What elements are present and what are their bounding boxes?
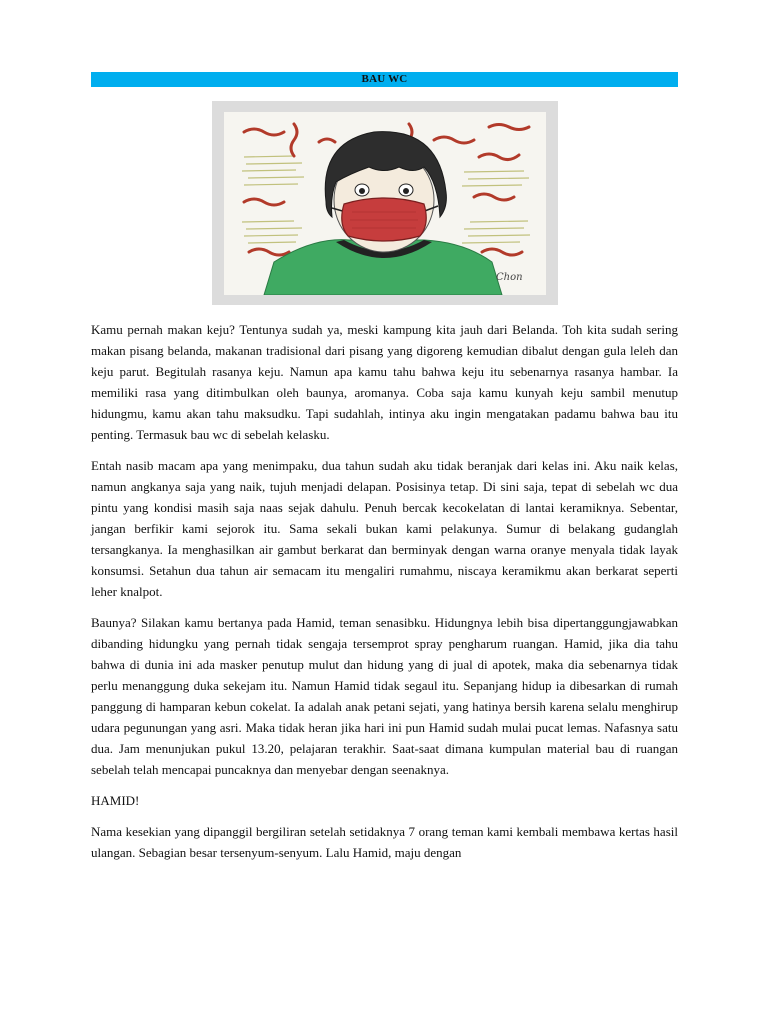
illustration-frame (212, 101, 558, 305)
paragraph: Baunya? Silakan kamu bertanya pada Hamid, teman senasibku. Hidungnya lebih bisa dipertanggungjawabkan dibanding hidungku yang pernah tidak sengaja tersemprot spray pengharum ruangan. Hamid, jika dia tahu bahwa di dunia ini ada masker penutup mulut dan hidung yang di jual di apotek, maka dia sebenarnya tidak perlu menanggung duka sekejam itu. Namun Hamid tidak segaul itu. Sepanjang hidup ia dibesarkan di rumah panggung di hamparan kebun cokelat. Ia adalah anak petani sejati, yang hatinya bersih karena selalu menghirup udara pegunungan yang asri. Maka tidak heran jika hari ini pun Hamid sudah mulai pucat lemas. Nafasnya satu dua. Jam menunjukan pukul 13.20, pelajaran terakhir. Saat-saat dimana kumpulan material bau di ruangan sebelah telah mencapai puncaknya dan menyebar dengan seenaknya. (91, 615, 678, 777)
document-title: BAU WC (91, 72, 678, 87)
paragraph: HAMID! (91, 793, 140, 808)
paragraph: Entah nasib macam apa yang menimpaku, dua tahun sudah aku tidak beranjak dari kelas ini. Aku naik kelas, namun angkanya saja yang naik, tujuh menjadi delapan. Posisinya tetap. Di sini saja, tepat di sebelah wc dua pintu yang kondisi masih saja naas sejak dahulu. Penuh bercak kecokelatan di lantai keramiknya. Sebentar, jangan berfikir kami sejorok itu. Sama sekali bukan kami pelakunya. Sumur di belakang gudanglah tersangkanya. Ia menghasilkan air gambut berkarat dan berminyak dengan warna oranye menyala tidak layak konsumsi. Setahun dua tahun air semacam itu mengaliri rumahmu, niscaya keramikmu akan berkarat seperti leher knalpot. (91, 458, 678, 599)
document-page (91, 72, 678, 873)
artist-signature: Chon (495, 272, 523, 283)
story-body (91, 319, 678, 863)
illustration (224, 112, 546, 295)
paragraph: Kamu pernah makan keju? Tentunya sudah ya, meski kampung kita jauh dari Belanda. Toh kita sudah sering makan pisang belanda, makanan tradisional dari pisang yang digoreng kemudian dibalut dengan gula leleh dan keju parut. Begitulah rasanya keju. Namun apa kamu tahu bahwa keju itu sebenarnya rasanya hambar. Ia memiliki rasa yang ditimbulkan oleh baunya, aromanya. Coba saja kamu kunyah keju sambil menutup hidungmu, kamu akan tahu maksudku. Tapi sudahlah, intinya aku ingin mengatakan padamu bahwa bau itu penting. Termasuk bau wc di sebelah kelasku. (91, 322, 678, 442)
masked-girl-drawing (224, 112, 546, 295)
paragraph: Nama kesekian yang dipanggil bergiliran setelah setidaknya 7 orang teman kami kembali membawa kertas hasil ulangan. Sebagian besar tersenyum-senyum. Lalu Hamid, maju dengan (91, 824, 678, 860)
